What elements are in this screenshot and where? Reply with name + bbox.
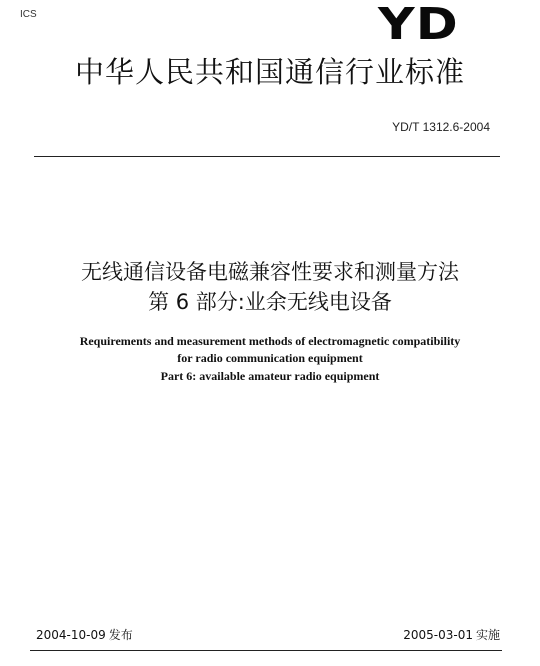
standard-category-title: 中华人民共和国通信行业标准	[74, 55, 465, 89]
implementation-date: 2005-03-01	[403, 628, 473, 642]
ics-label: ICS	[20, 9, 37, 20]
implementation-date-block	[403, 626, 500, 643]
english-title-line-2: for radio communication equipment	[177, 351, 363, 365]
yd-logo: YD	[378, 0, 459, 50]
header-divider	[34, 156, 500, 157]
chinese-title-line-2: 第 6 部分:业余无线电设备	[148, 290, 392, 314]
chinese-title-line-1: 无线通信设备电磁兼容性要求和测量方法	[81, 260, 459, 284]
english-title-line-3: Part 6: available amateur radio equipment	[160, 369, 380, 383]
footer-divider	[30, 650, 502, 651]
issue-label: 发布	[108, 628, 133, 642]
implementation-label: 实施	[475, 628, 500, 642]
issue-date: 2004-10-09	[36, 628, 106, 642]
standard-number: YD/T 1312.6-2004	[392, 120, 490, 134]
issue-date-block	[36, 626, 133, 643]
english-title-line-1: Requirements and measurement methods of electromagnetic compatibility	[79, 334, 461, 348]
